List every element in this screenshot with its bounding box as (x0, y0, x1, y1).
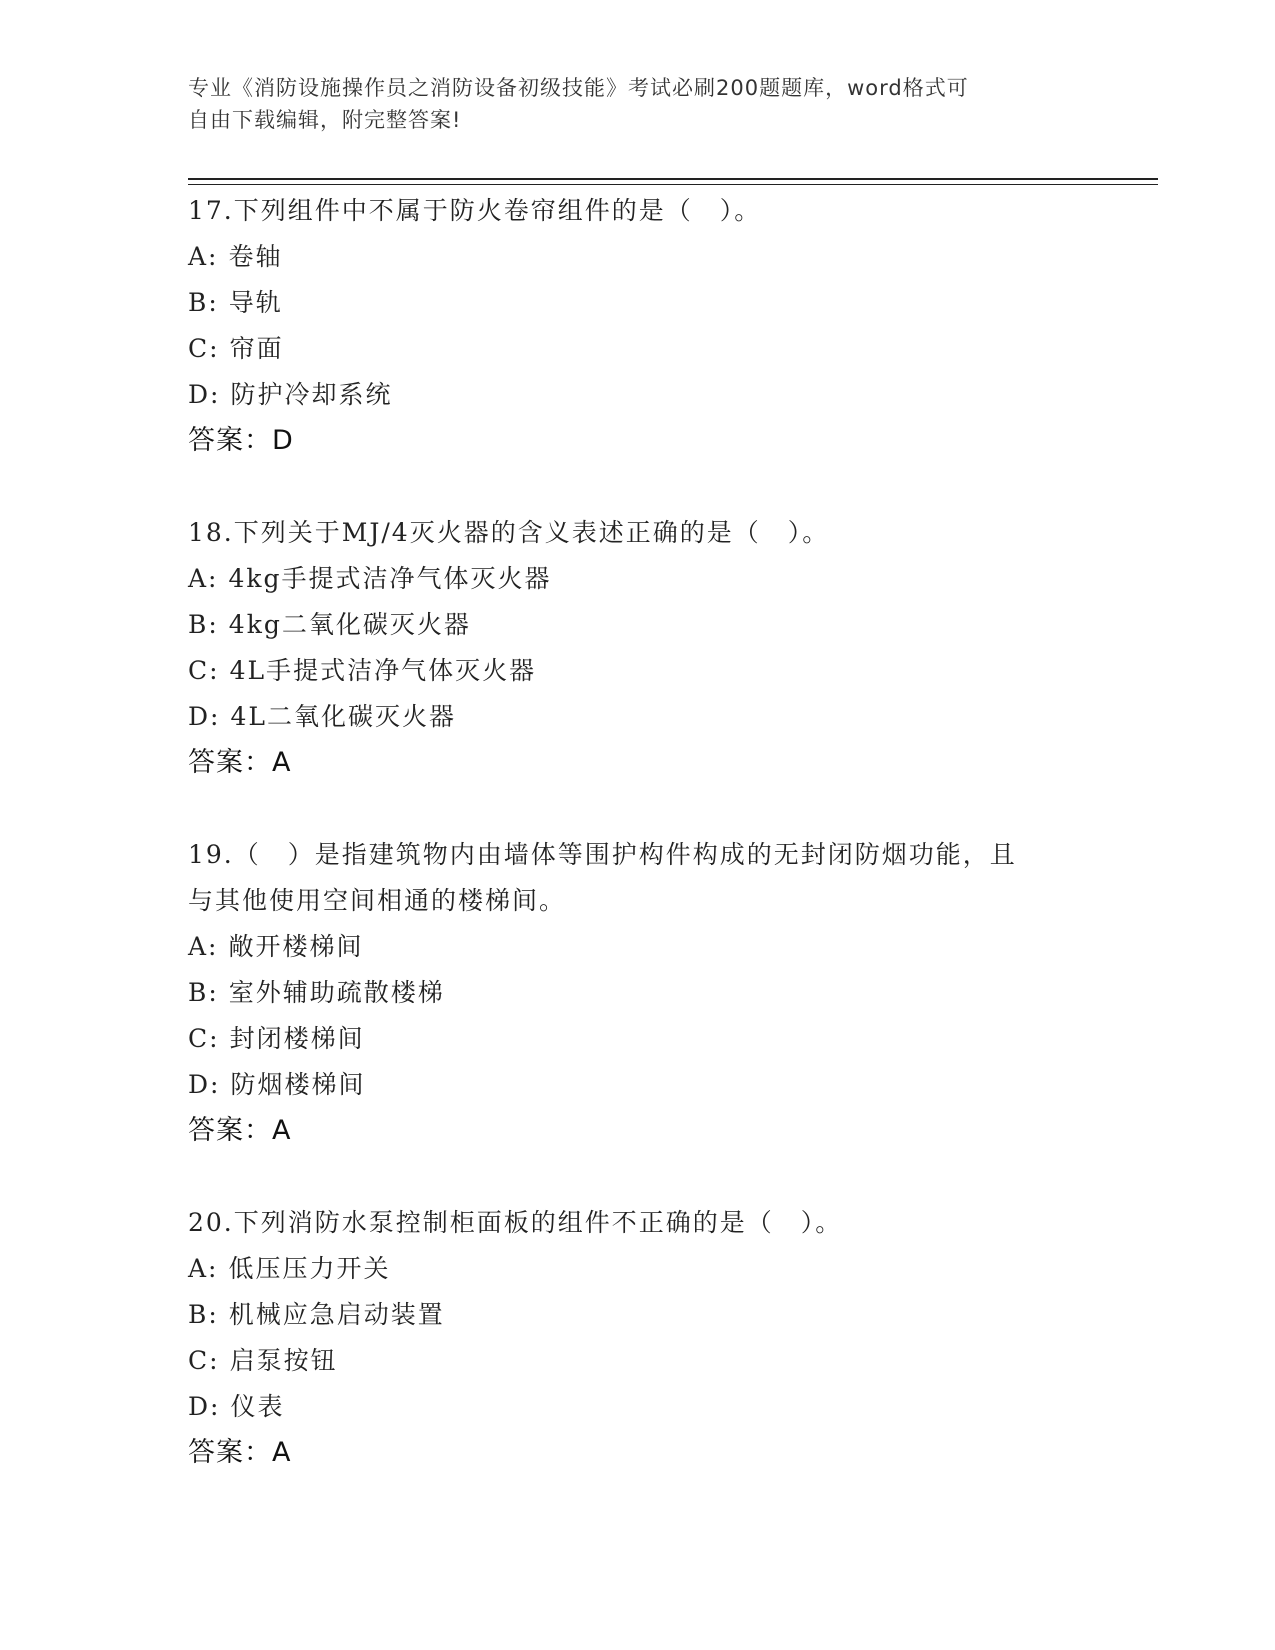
question-stem-line: 与其他使用空间相通的楼梯间。 (188, 886, 567, 915)
header-divider-thick (188, 178, 1158, 180)
header-line-2: 自由下载编辑，附完整答案! (188, 108, 462, 132)
question-19 (188, 832, 1088, 1154)
option-key: D: (188, 702, 221, 731)
option-b (188, 280, 1088, 326)
option-a (188, 234, 1088, 280)
question-stem (188, 1200, 1088, 1246)
option-c (188, 648, 1088, 694)
option-c (188, 1338, 1088, 1384)
option-key: C: (188, 1024, 220, 1053)
option-text: 帘面 (229, 334, 284, 363)
option-text: 4kg手提式洁净气体灭火器 (228, 564, 552, 593)
question-spacer (188, 786, 1088, 832)
option-key: C: (188, 334, 220, 363)
question-stem (188, 832, 1088, 924)
option-c (188, 1016, 1088, 1062)
option-a (188, 1246, 1088, 1292)
option-text: 4kg二氧化碳灭火器 (228, 610, 471, 639)
answer-line: 答案：A (188, 1115, 292, 1146)
option-text: 启泵按钮 (229, 1346, 338, 1375)
question-stem-line: 20.下列消防水泵控制柜面板的组件不正确的是（ ）。 (188, 1208, 843, 1237)
option-text: 低压压力开关 (228, 1254, 391, 1283)
question-stem-line: 19.（ ）是指建筑物内由墙体等围护构件构成的无封闭防烟功能，且 (188, 840, 1017, 869)
option-key: D: (188, 1070, 221, 1099)
option-key: C: (188, 1346, 220, 1375)
option-text: 防烟楼梯间 (230, 1070, 366, 1099)
answer-line: 答案：A (188, 747, 292, 778)
question-stem-line: 17.下列组件中不属于防火卷帘组件的是（ ）。 (188, 196, 762, 225)
question-20 (188, 1200, 1088, 1476)
option-d (188, 372, 1088, 418)
question-17 (188, 188, 1088, 464)
option-text: 导轨 (228, 288, 283, 317)
option-text: 4L二氧化碳灭火器 (230, 702, 456, 731)
question-18 (188, 510, 1088, 786)
question-stem-line: 18.下列关于MJ/4灭火器的含义表述正确的是（ ）。 (188, 518, 830, 547)
document-header (188, 72, 1088, 136)
option-text: 仪表 (230, 1392, 285, 1421)
question-spacer (188, 464, 1088, 510)
option-c (188, 326, 1088, 372)
question-stem (188, 188, 1088, 234)
option-a (188, 924, 1088, 970)
option-text: 4L手提式洁净气体灭火器 (229, 656, 537, 685)
option-d (188, 1384, 1088, 1430)
header-divider-thin (188, 184, 1158, 185)
option-b (188, 970, 1088, 1016)
option-b (188, 1292, 1088, 1338)
option-key: D: (188, 380, 221, 409)
answer-line: 答案：A (188, 1437, 292, 1468)
option-key: A: (188, 1254, 219, 1283)
option-text: 敞开楼梯间 (228, 932, 364, 961)
option-text: 机械应急启动装置 (228, 1300, 445, 1329)
option-key: A: (188, 932, 219, 961)
option-key: C: (188, 656, 220, 685)
option-text: 室外辅助疏散楼梯 (228, 978, 445, 1007)
option-d (188, 694, 1088, 740)
answer-line: 答案：D (188, 425, 294, 456)
option-key: B: (188, 288, 219, 317)
question-spacer (188, 1154, 1088, 1200)
header-line-1: 专业《消防设施操作员之消防设备初级技能》考试必刷200题题库，word格式可 (188, 76, 969, 100)
question-list (188, 188, 1088, 1476)
option-key: A: (188, 564, 219, 593)
option-key: B: (188, 978, 219, 1007)
question-stem (188, 510, 1088, 556)
option-text: 卷轴 (228, 242, 283, 271)
option-key: A: (188, 242, 219, 271)
option-key: D: (188, 1392, 221, 1421)
option-b (188, 602, 1088, 648)
option-text: 封闭楼梯间 (229, 1024, 365, 1053)
option-a (188, 556, 1088, 602)
option-key: B: (188, 1300, 219, 1329)
option-d (188, 1062, 1088, 1108)
option-text: 防护冷却系统 (230, 380, 393, 409)
option-key: B: (188, 610, 219, 639)
